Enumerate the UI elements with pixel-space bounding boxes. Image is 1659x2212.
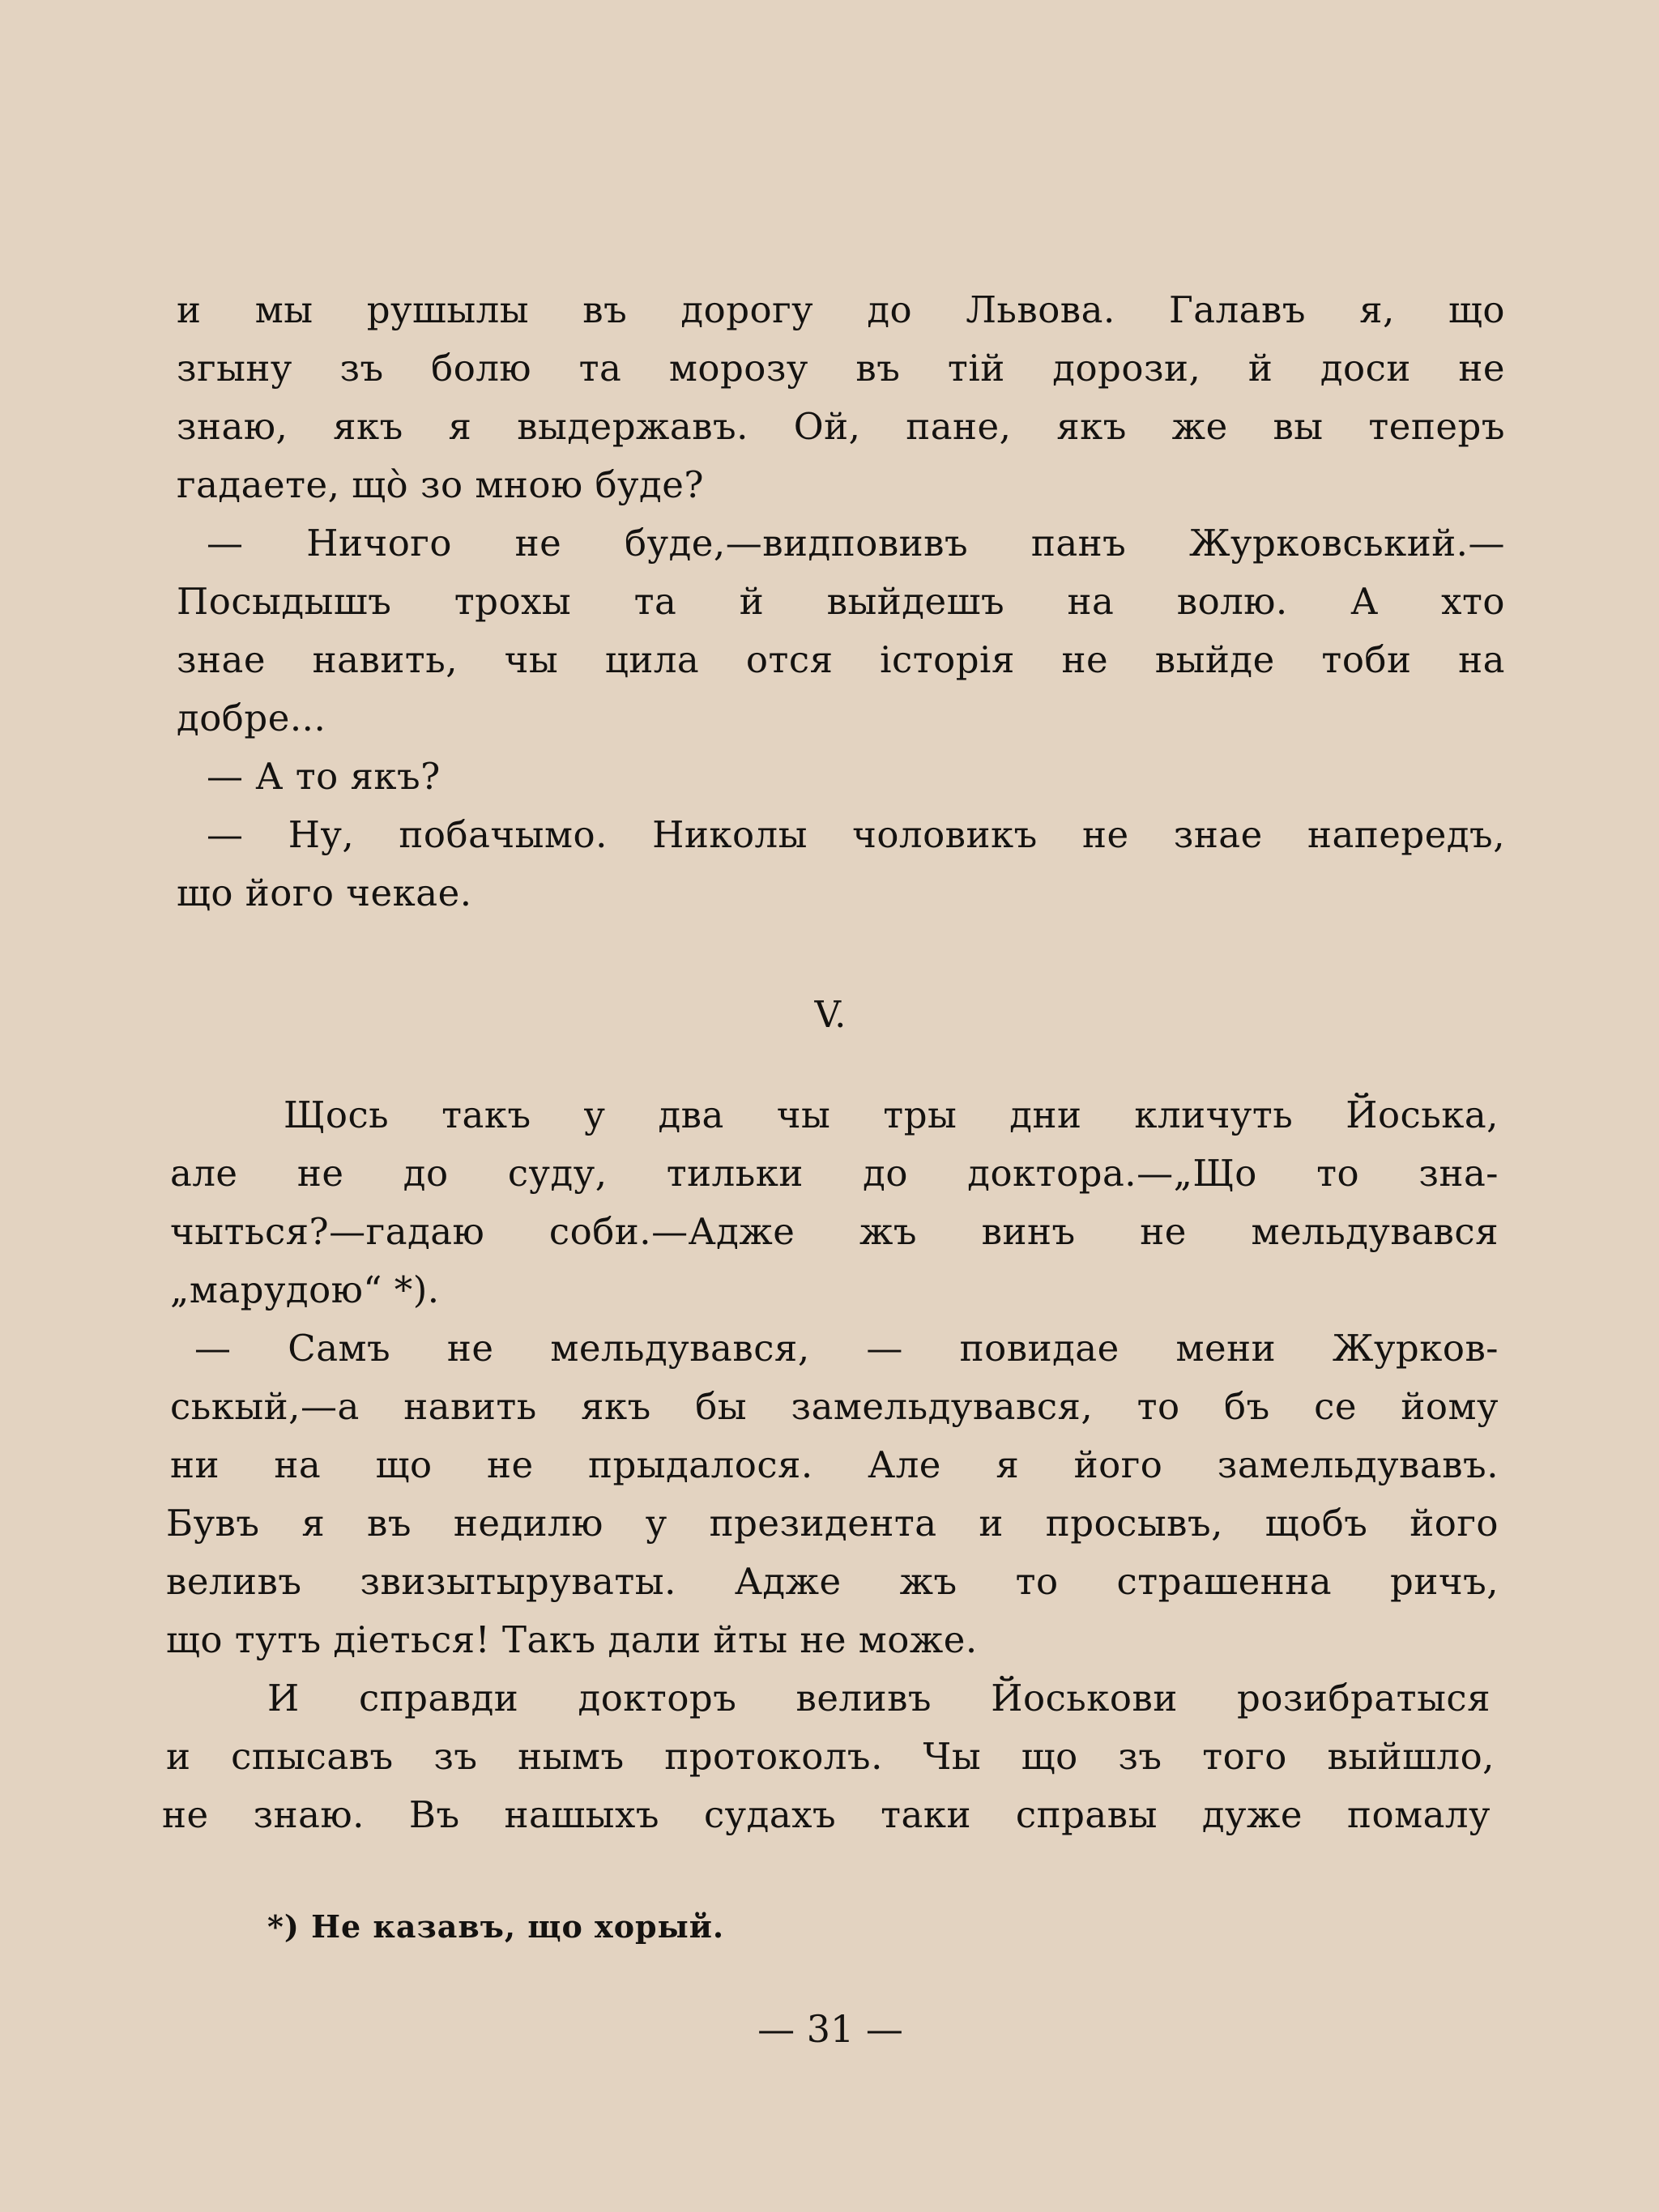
text-line: знае навить, чы цила отся історія не выйде тоби на [177,638,1505,681]
text-line: що тутъ діеться! Такъ дали йты не може. [166,1618,978,1661]
text-line: веливъ звизытыруваты. Адже жъ то страшенна ричъ, [166,1560,1499,1603]
text-line: Бувъ я въ недилю у президента и просывъ, щобъ його [166,1502,1499,1545]
text-line: чыться?—гадаю соби.—Адже жъ винъ не мельдувався [170,1210,1499,1253]
dialogue-line: — А то якъ? [207,755,441,798]
text-line: и спысавъ зъ нымъ протоколъ. Чы що зъ того выйшло, [166,1735,1495,1778]
paragraph-first-line: Щось такъ у два чы тры дни кличуть Йоська, [284,1093,1499,1136]
text-line: але не до суду, тильки до доктора.—„Що то зна- [170,1152,1499,1195]
text-line: ни на що не прыдалося. Але я його замельдувавъ. [170,1443,1499,1486]
text-line: добре... [177,697,326,739]
text-line: „марудою“ *). [170,1268,440,1311]
paragraph-first-line: И справди докторъ веливъ Йоськови розибратыся [267,1677,1491,1720]
page-number: — 31 — [757,2007,903,2051]
text-line: що його чекае. [177,872,472,914]
text-line: згыну зъ болю та морозу въ тій дорози, й доси не [177,347,1505,390]
text-line: не знаю. Въ нашыхъ судахъ таки справы дуже помалу [162,1793,1491,1836]
dialogue-line: — Самъ не мельдувався, — повидае мени Журков- [194,1327,1499,1370]
dialogue-line: — Ничого не буде,—видповивъ панъ Журковський.— [207,522,1505,565]
chapter-heading: V. [814,993,847,1036]
footnote: *) Не казавъ, що хорый. [267,1908,725,1945]
text-line: гадаете, що̀ зо мною буде? [177,463,704,506]
text-line: и мы рушылы въ дорогу до Львова. Галавъ я, що [177,288,1505,331]
text-line: ськый,—а навить якъ бы замельдувався, то бъ се йому [170,1385,1499,1428]
dialogue-line: — Ну, побачымо. Николы чоловикъ не знае напередъ, [207,813,1505,856]
text-line: Посыдышъ трохы та й выйдешъ на волю. А хто [177,580,1505,623]
text-line: знаю, якъ я выдержавъ. Ой, пане, якъ же вы теперъ [177,405,1505,448]
